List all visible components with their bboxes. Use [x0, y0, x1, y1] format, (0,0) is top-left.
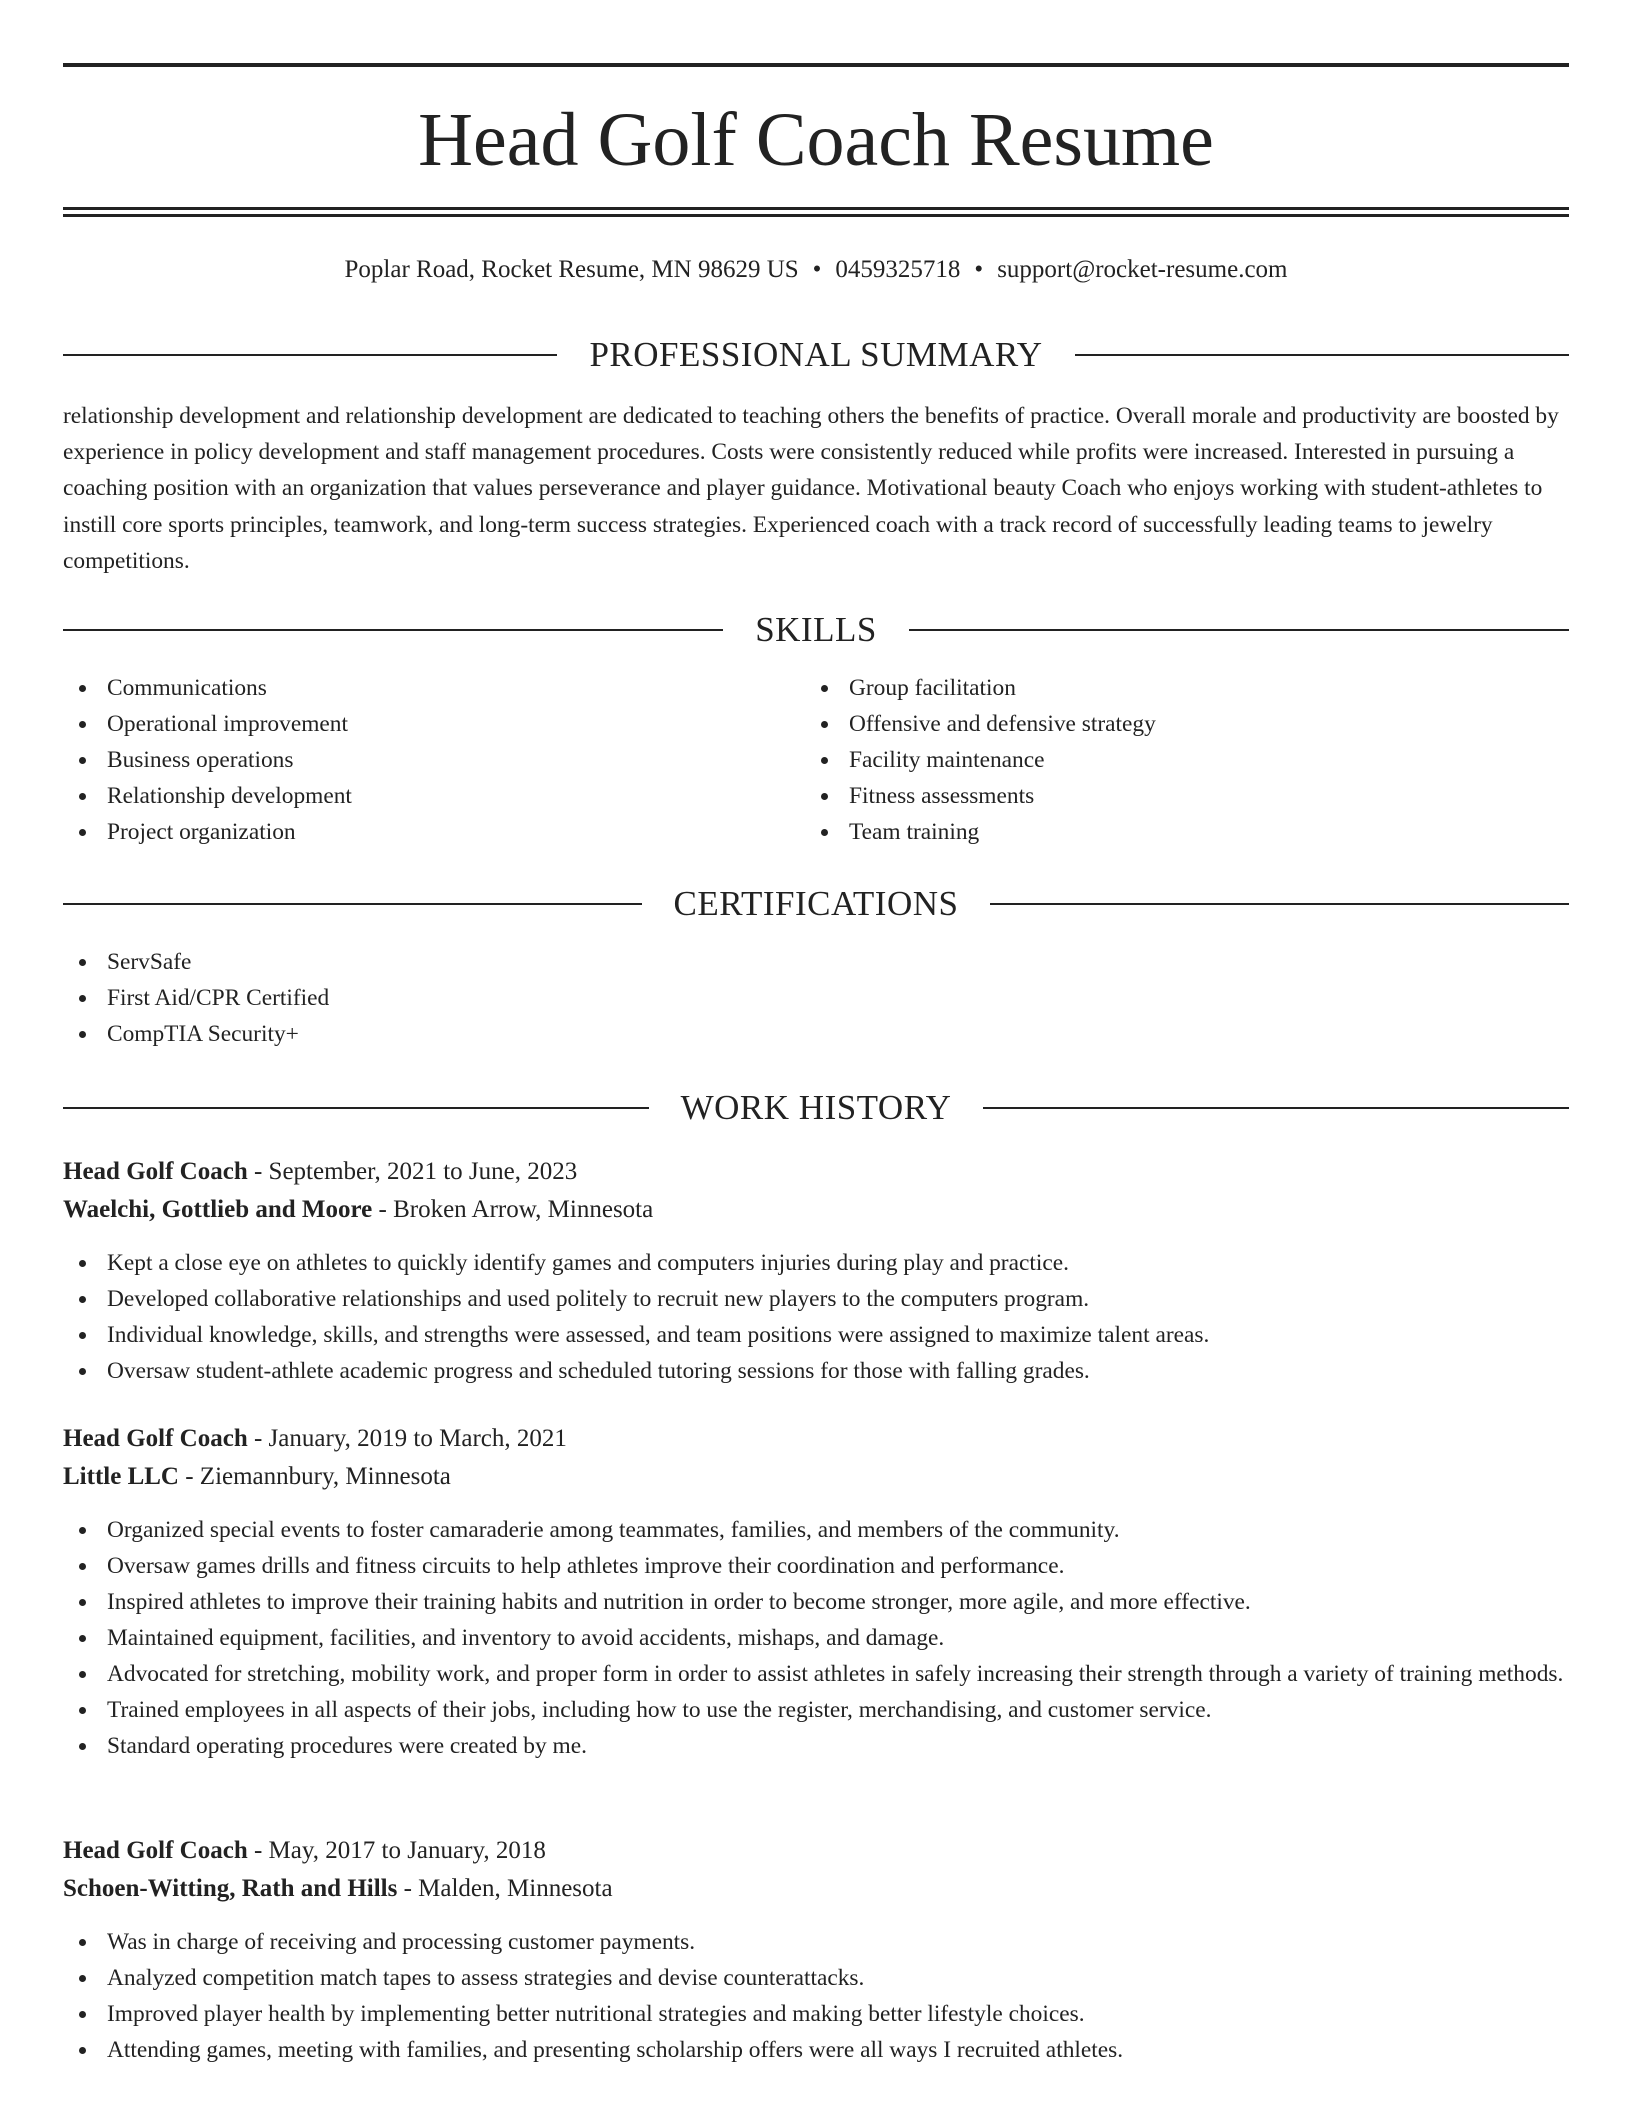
heading-rule: [983, 1107, 1569, 1109]
heading-rule: [1075, 354, 1569, 356]
skill-item: Communications: [63, 670, 763, 706]
contact-separator: •: [974, 256, 984, 283]
job-duty: Was in charge of receiving and processing customer payments.: [63, 1924, 1569, 1960]
section-heading-work-history: [63, 1088, 1569, 1128]
job-duty: Attending games, meeting with families, and presenting scholarship offers were all ways I recruited athletes.: [63, 2032, 1569, 2068]
heading-rule: [990, 903, 1569, 905]
title-double-rule: [63, 207, 1569, 217]
heading-rule: [63, 1107, 649, 1109]
job-duty: Oversaw student-athlete academic progress and scheduled tutoring sessions for those with falling grades.: [63, 1353, 1569, 1389]
skill-item: Relationship development: [63, 778, 763, 814]
job-duty: Individual knowledge, skills, and strengths were assessed, and team positions were assigned to maximize talent areas.: [63, 1317, 1569, 1353]
job-company-line: [63, 1870, 1569, 1908]
heading-rule: [909, 629, 1569, 631]
skill-item: Group facilitation: [805, 670, 1505, 706]
job-duty: Oversaw games drills and fitness circuits to help athletes improve their coordination and performance.: [63, 1548, 1569, 1584]
contact-line: [63, 252, 1569, 288]
certification-item: ServSafe: [63, 944, 863, 980]
section-heading-skills: [63, 610, 1569, 650]
job-title: Head Golf Coach: [63, 1158, 248, 1185]
contact-address: Poplar Road, Rocket Resume, MN 98629 US: [344, 256, 799, 283]
section-title: CERTIFICATIONS: [673, 884, 959, 923]
section-title: SKILLS: [755, 610, 877, 649]
job-entry: [63, 1420, 1569, 1764]
section-title: WORK HISTORY: [680, 1088, 952, 1127]
job-duty: Advocated for stretching, mobility work, and proper form in order to assist athletes in safely increasing their strength through a variety of training methods.: [63, 1656, 1569, 1692]
section-heading-certifications: [63, 884, 1569, 924]
heading-rule: [63, 629, 723, 631]
contact-email: support@rocket-resume.com: [997, 256, 1288, 283]
skill-item: Fitness assessments: [805, 778, 1505, 814]
job-company: Little LLC: [63, 1463, 179, 1490]
skill-item: Offensive and defensive strategy: [805, 706, 1505, 742]
job-title-line: [63, 1153, 1569, 1191]
skills-list-right: [805, 670, 1505, 850]
job-duty: Kept a close eye on athletes to quickly identify games and computers injuries during play and practice.: [63, 1245, 1569, 1281]
summary-text: relationship development and relationship development are dedicated to teaching others the benefits of practice. Overall morale and productivity are boosted by experience in policy development and staff management procedures. Costs were consistently reduced while profits were increased. Interested in pursuing a coaching position with an organization that values perseverance and player guidance. Motivational beauty Coach who enjoys working with student-athletes to instill core sports principles, teamwork, and long-term success strategies. Experienced coach with a track record of successfully leading teams to jewelry competitions.: [63, 403, 1559, 574]
job-location: - Ziemannbury, Minnesota: [178, 1463, 451, 1490]
job-title-line: [63, 1420, 1569, 1458]
job-dates: - September, 2021 to June, 2023: [247, 1158, 578, 1185]
job-duty: Developed collaborative relationships and used politely to recruit new players to the computers program.: [63, 1281, 1569, 1317]
skill-item: Team training: [805, 814, 1505, 850]
resume-title: Head Golf Coach Resume: [418, 98, 1214, 182]
job-entry: [63, 1153, 1569, 1389]
job-duties-list: [63, 1245, 1569, 1389]
job-duty: Standard operating procedures were created by me.: [63, 1728, 1569, 1764]
certification-item: CompTIA Security+: [63, 1016, 863, 1052]
top-rule: [63, 63, 1569, 67]
heading-rule: [63, 903, 642, 905]
job-duty: Trained employees in all aspects of their jobs, including how to use the register, merchandising, and customer service.: [63, 1692, 1569, 1728]
job-duty: Inspired athletes to improve their training habits and nutrition in order to become stronger, more agile, and more effective.: [63, 1584, 1569, 1620]
job-company-line: [63, 1458, 1569, 1496]
job-company-line: [63, 1191, 1569, 1229]
job-title: Head Golf Coach: [63, 1425, 248, 1452]
job-duty: Analyzed competition match tapes to assess strategies and devise counterattacks.: [63, 1960, 1569, 1996]
contact-separator: •: [812, 256, 822, 283]
job-entry: [63, 1832, 1569, 2068]
job-title-line: [63, 1832, 1569, 1870]
job-dates: - January, 2019 to March, 2021: [247, 1425, 567, 1452]
job-company: Waelchi, Gottlieb and Moore: [63, 1196, 373, 1223]
job-duties-list: [63, 1512, 1569, 1764]
section-title: PROFESSIONAL SUMMARY: [589, 335, 1043, 374]
job-company: Schoen-Witting, Rath and Hills: [63, 1875, 398, 1902]
certifications-list: [63, 944, 863, 1052]
skills-list-left: [63, 670, 763, 850]
job-title: Head Golf Coach: [63, 1837, 248, 1864]
section-heading-summary: [63, 335, 1569, 375]
skill-item: Project organization: [63, 814, 763, 850]
skill-item: Operational improvement: [63, 706, 763, 742]
job-location: - Malden, Minnesota: [397, 1875, 613, 1902]
job-duty: Improved player health by implementing better nutritional strategies and making better lifestyle choices.: [63, 1996, 1569, 2032]
job-duty: Organized special events to foster camaraderie among teammates, families, and members of the community.: [63, 1512, 1569, 1548]
job-duties-list: [63, 1924, 1569, 2068]
skill-item: Facility maintenance: [805, 742, 1505, 778]
skill-item: Business operations: [63, 742, 763, 778]
heading-rule: [63, 354, 557, 356]
job-duty: Maintained equipment, facilities, and inventory to avoid accidents, mishaps, and damage.: [63, 1620, 1569, 1656]
contact-phone: 0459325718: [835, 256, 961, 283]
job-location: - Broken Arrow, Minnesota: [372, 1196, 654, 1223]
certification-item: First Aid/CPR Certified: [63, 980, 863, 1016]
job-dates: - May, 2017 to January, 2018: [247, 1837, 546, 1864]
